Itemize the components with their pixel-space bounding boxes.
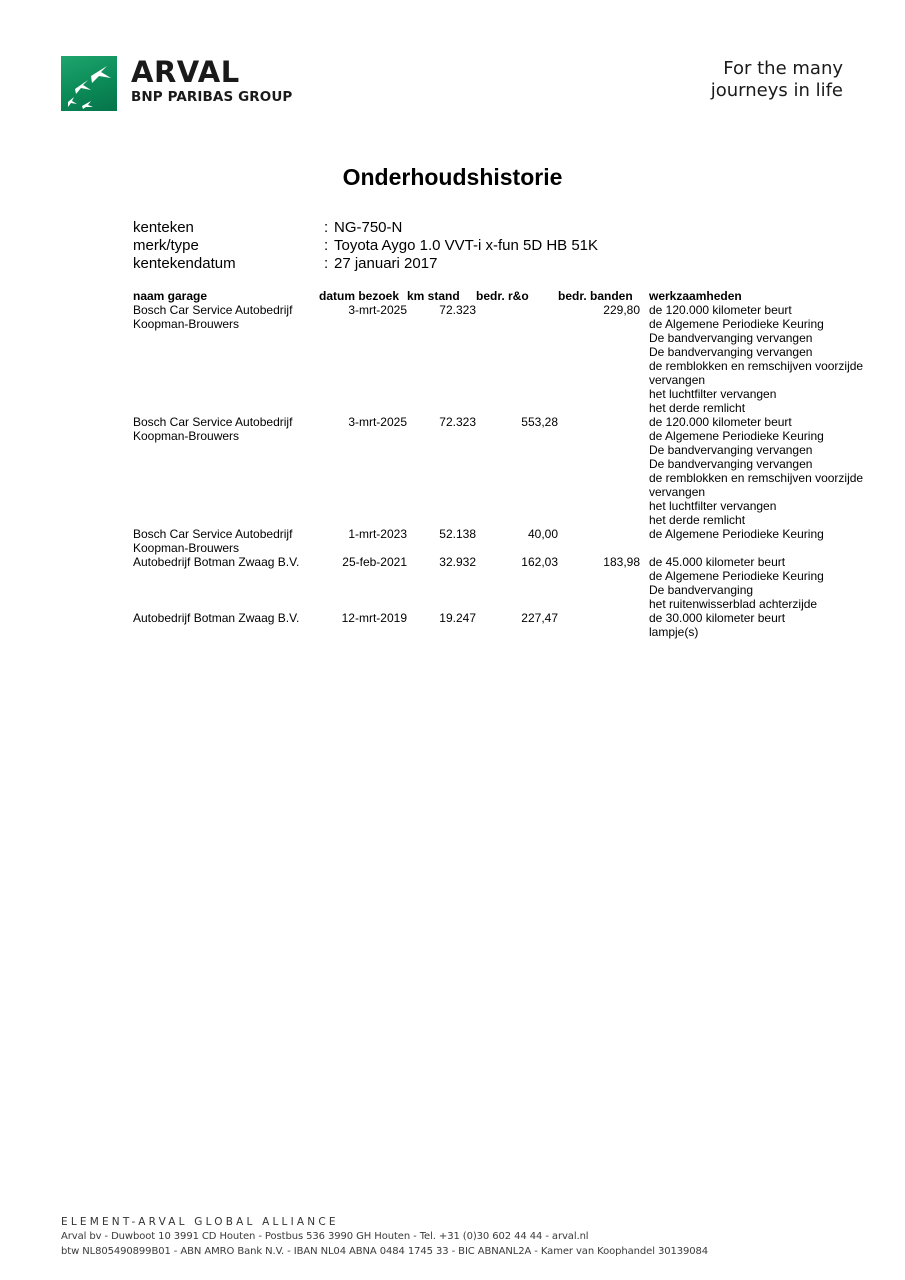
cell-km: 19.247 bbox=[439, 611, 476, 625]
field-label: kentekendatum bbox=[133, 255, 236, 272]
column-header-ro: bedr. r&o bbox=[476, 289, 529, 303]
garage-name-line: Autobedrijf Botman Zwaag B.V. bbox=[133, 555, 300, 569]
work-item: het derde remlicht bbox=[649, 401, 746, 415]
work-item: de remblokken en remschijven voorzijde bbox=[649, 471, 864, 485]
column-header-garage: naam garage bbox=[133, 289, 208, 303]
footer-address: Arval bv - Duwboot 10 3991 CD Houten - Postbus 536 3990 GH Houten - Tel. +31 (0)30 602 44 44 - arval.nl bbox=[61, 1231, 589, 1242]
cell-banden: 183,98 bbox=[603, 555, 640, 569]
cell-werk bbox=[640, 415, 879, 527]
cell-werk bbox=[640, 555, 879, 611]
garage-name-line: Bosch Car Service Autobedrijf bbox=[133, 527, 293, 541]
vehicle-info bbox=[133, 219, 598, 273]
cell-km: 52.138 bbox=[439, 527, 476, 541]
vehicle-field-kentekendatum bbox=[133, 255, 598, 273]
garage-name-line: Bosch Car Service Autobedrijf bbox=[133, 415, 293, 429]
cell-banden bbox=[558, 611, 640, 639]
column-header-km: km stand bbox=[407, 289, 460, 303]
maintenance-history-table bbox=[133, 289, 879, 639]
cell-ro: 553,28 bbox=[521, 415, 558, 429]
cell-ro: 227,47 bbox=[521, 611, 558, 625]
cell-garage bbox=[133, 415, 319, 527]
cell-banden: 229,80 bbox=[603, 303, 640, 317]
work-item: het ruitenwisserblad achterzijde bbox=[649, 597, 818, 611]
work-item: de remblokken en remschijven voorzijde bbox=[649, 359, 864, 373]
work-item: De bandvervanging bbox=[649, 583, 754, 597]
cell-datum: 12-mrt-2019 bbox=[341, 611, 407, 625]
work-item: de 30.000 kilometer beurt bbox=[649, 611, 786, 625]
cell-datum: 25-feb-2021 bbox=[342, 555, 407, 569]
cell-datum: 3-mrt-2025 bbox=[348, 303, 407, 317]
work-item: De bandvervanging vervangen bbox=[649, 331, 813, 345]
footer-alliance: ELEMENT-ARVAL GLOBAL ALLIANCE bbox=[61, 1216, 339, 1228]
field-separator: : bbox=[324, 237, 329, 254]
table-row bbox=[133, 555, 879, 611]
work-item: de 45.000 kilometer beurt bbox=[649, 555, 786, 569]
field-separator: : bbox=[324, 255, 329, 272]
cell-werk bbox=[640, 303, 879, 415]
vehicle-field-merk-type bbox=[133, 237, 598, 255]
vehicle-field-kenteken bbox=[133, 219, 598, 237]
cell-ro: 162,03 bbox=[521, 555, 558, 569]
cell-km: 32.932 bbox=[439, 555, 476, 569]
work-item: de Algemene Periodieke Keuring bbox=[649, 569, 824, 583]
table-row bbox=[133, 527, 879, 555]
work-item: De bandvervanging vervangen bbox=[649, 345, 813, 359]
garage-name-line: Autobedrijf Botman Zwaag B.V. bbox=[133, 611, 300, 625]
table-row bbox=[133, 303, 879, 415]
work-item: het luchtfilter vervangen bbox=[649, 387, 777, 401]
cell-banden bbox=[558, 527, 640, 555]
table-row bbox=[133, 415, 879, 527]
table-header-row bbox=[133, 289, 879, 303]
work-item: De bandvervanging vervangen bbox=[649, 443, 813, 457]
work-item: het luchtfilter vervangen bbox=[649, 499, 777, 513]
table-row bbox=[133, 611, 879, 639]
column-header-datum: datum bezoek bbox=[319, 289, 400, 303]
cell-ro: 40,00 bbox=[527, 527, 558, 541]
cell-garage bbox=[133, 527, 319, 555]
cell-garage bbox=[133, 555, 319, 611]
garage-name-line: Koopman-Brouwers bbox=[133, 317, 240, 331]
garage-name-line: Koopman-Brouwers bbox=[133, 429, 240, 443]
column-header-werk: werkzaamheden bbox=[649, 289, 742, 303]
work-item: de 120.000 kilometer beurt bbox=[649, 415, 792, 429]
cell-werk bbox=[640, 611, 879, 639]
cell-garage bbox=[133, 611, 319, 639]
work-item: de Algemene Periodieke Keuring bbox=[649, 527, 824, 541]
bnp-paribas-stars-icon bbox=[61, 56, 117, 111]
cell-km: 72.323 bbox=[439, 415, 476, 429]
work-item: het derde remlicht bbox=[649, 513, 746, 527]
brand-name: ARVAL bbox=[131, 55, 240, 89]
cell-garage bbox=[133, 303, 319, 415]
tagline-line: For the many bbox=[723, 58, 843, 79]
tagline bbox=[711, 58, 843, 102]
field-label: merk/type bbox=[133, 237, 199, 254]
cell-ro bbox=[476, 303, 558, 415]
brand-group: BNP PARIBAS GROUP bbox=[131, 89, 293, 105]
arval-logo-mark bbox=[61, 56, 117, 111]
garage-name-line: Koopman-Brouwers bbox=[133, 541, 240, 555]
field-value: NG-750-N bbox=[334, 219, 403, 236]
cell-banden bbox=[558, 415, 640, 527]
field-label: kenteken bbox=[133, 219, 194, 236]
work-item: de Algemene Periodieke Keuring bbox=[649, 317, 824, 331]
field-value: Toyota Aygo 1.0 VVT-i x-fun 5D HB 51K bbox=[334, 237, 599, 254]
cell-datum: 3-mrt-2025 bbox=[348, 415, 407, 429]
field-separator: : bbox=[324, 219, 329, 236]
work-item: vervangen bbox=[649, 485, 706, 499]
work-item: de 120.000 kilometer beurt bbox=[649, 303, 792, 317]
work-item: vervangen bbox=[649, 373, 706, 387]
page-title: Onderhoudshistorie bbox=[342, 164, 563, 190]
cell-werk bbox=[640, 527, 879, 555]
cell-km: 72.323 bbox=[439, 303, 476, 317]
tagline-line: journeys in life bbox=[710, 80, 843, 101]
work-item: De bandvervanging vervangen bbox=[649, 457, 813, 471]
column-header-banden: bedr. banden bbox=[558, 289, 633, 303]
work-item: lampje(s) bbox=[649, 625, 699, 639]
garage-name-line: Bosch Car Service Autobedrijf bbox=[133, 303, 293, 317]
footer-registration: btw NL805490899B01 - ABN AMRO Bank N.V. - IBAN NL04 ABNA 0484 1745 33 - BIC ABNANL2A - Kamer van Koophandel 30139084 bbox=[61, 1246, 709, 1257]
footer bbox=[61, 1216, 708, 1259]
field-value: 27 januari 2017 bbox=[334, 255, 438, 272]
work-item: de Algemene Periodieke Keuring bbox=[649, 429, 824, 443]
cell-datum: 1-mrt-2023 bbox=[348, 527, 407, 541]
